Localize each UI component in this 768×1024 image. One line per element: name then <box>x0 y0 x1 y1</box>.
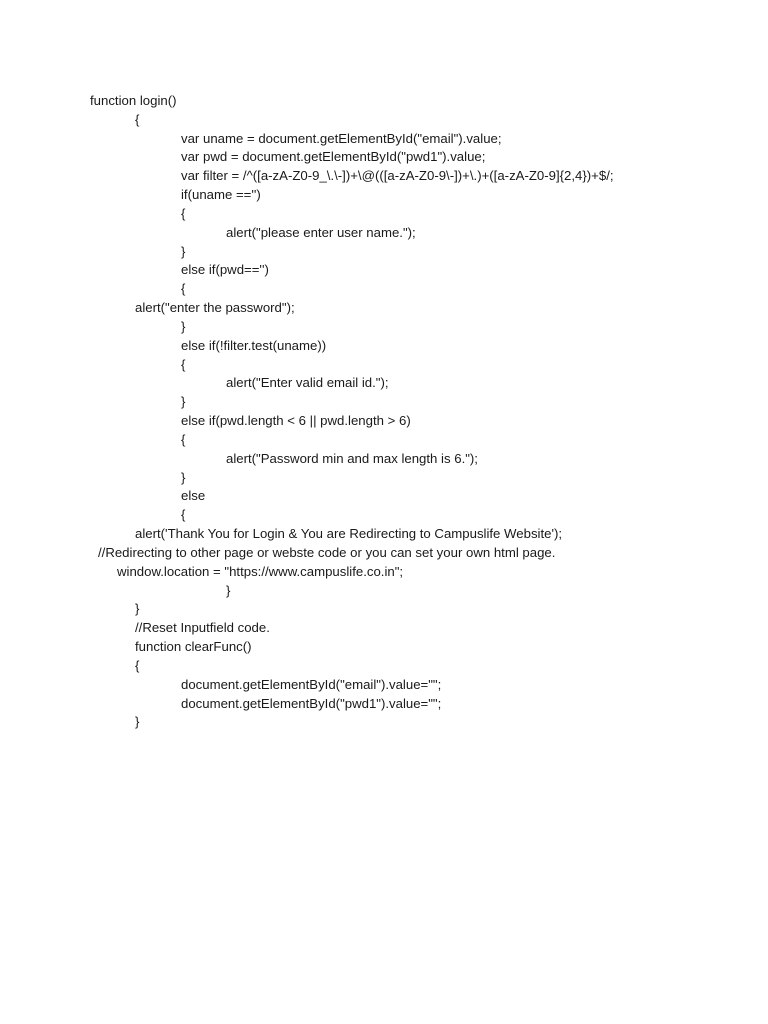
code-line: { <box>135 658 140 673</box>
code-line: alert("Enter valid email id."); <box>226 375 389 390</box>
code-line: } <box>181 319 186 334</box>
code-line: var filter = /^([a-zA-Z0-9_\.\-])+\@(([a-zA-Z0-9\-])+\.)+([a-zA-Z0-9]{2,4})+$/; <box>181 168 614 183</box>
code-line: //Redirecting to other page or webste code or you can set your own html page. <box>98 545 556 560</box>
code-line: } <box>181 394 186 409</box>
code-line: alert("enter the password"); <box>135 300 295 315</box>
code-line: } <box>181 470 186 485</box>
code-line: } <box>135 601 140 616</box>
code-line: document.getElementById("pwd1").value=""; <box>181 696 442 711</box>
code-line: } <box>181 244 186 259</box>
code-line: var uname = document.getElementById("email").value; <box>181 131 502 146</box>
code-line: alert("Password min and max length is 6."); <box>226 451 478 466</box>
code-line: function clearFunc() <box>135 639 252 654</box>
code-line: else if(pwd=='') <box>181 262 269 277</box>
code-line: function login() <box>90 93 177 108</box>
code-line: { <box>181 206 186 221</box>
code-line: else if(pwd.length < 6 || pwd.length > 6) <box>181 413 411 428</box>
code-line: else <box>181 488 206 503</box>
code-line: } <box>226 583 231 598</box>
code-line: alert('Thank You for Login & You are Redirecting to Campuslife Website'); <box>135 526 563 541</box>
code-line: var pwd = document.getElementById("pwd1").value; <box>181 149 486 164</box>
code-line: { <box>181 432 186 447</box>
code-line: //Reset Inputfield code. <box>135 620 270 635</box>
code-line: else if(!filter.test(uname)) <box>181 338 327 353</box>
code-line: { <box>181 357 186 372</box>
code-line: if(uname =='') <box>181 187 261 202</box>
code-line: window.location = "https://www.campuslife.co.in"; <box>117 564 404 579</box>
code-line: alert("please enter user name."); <box>226 225 416 240</box>
code-line: { <box>135 112 140 127</box>
code-line: document.getElementById("email").value=""; <box>181 677 442 692</box>
code-line: { <box>181 507 186 522</box>
code-line: { <box>181 281 186 296</box>
code-line: } <box>135 714 140 729</box>
